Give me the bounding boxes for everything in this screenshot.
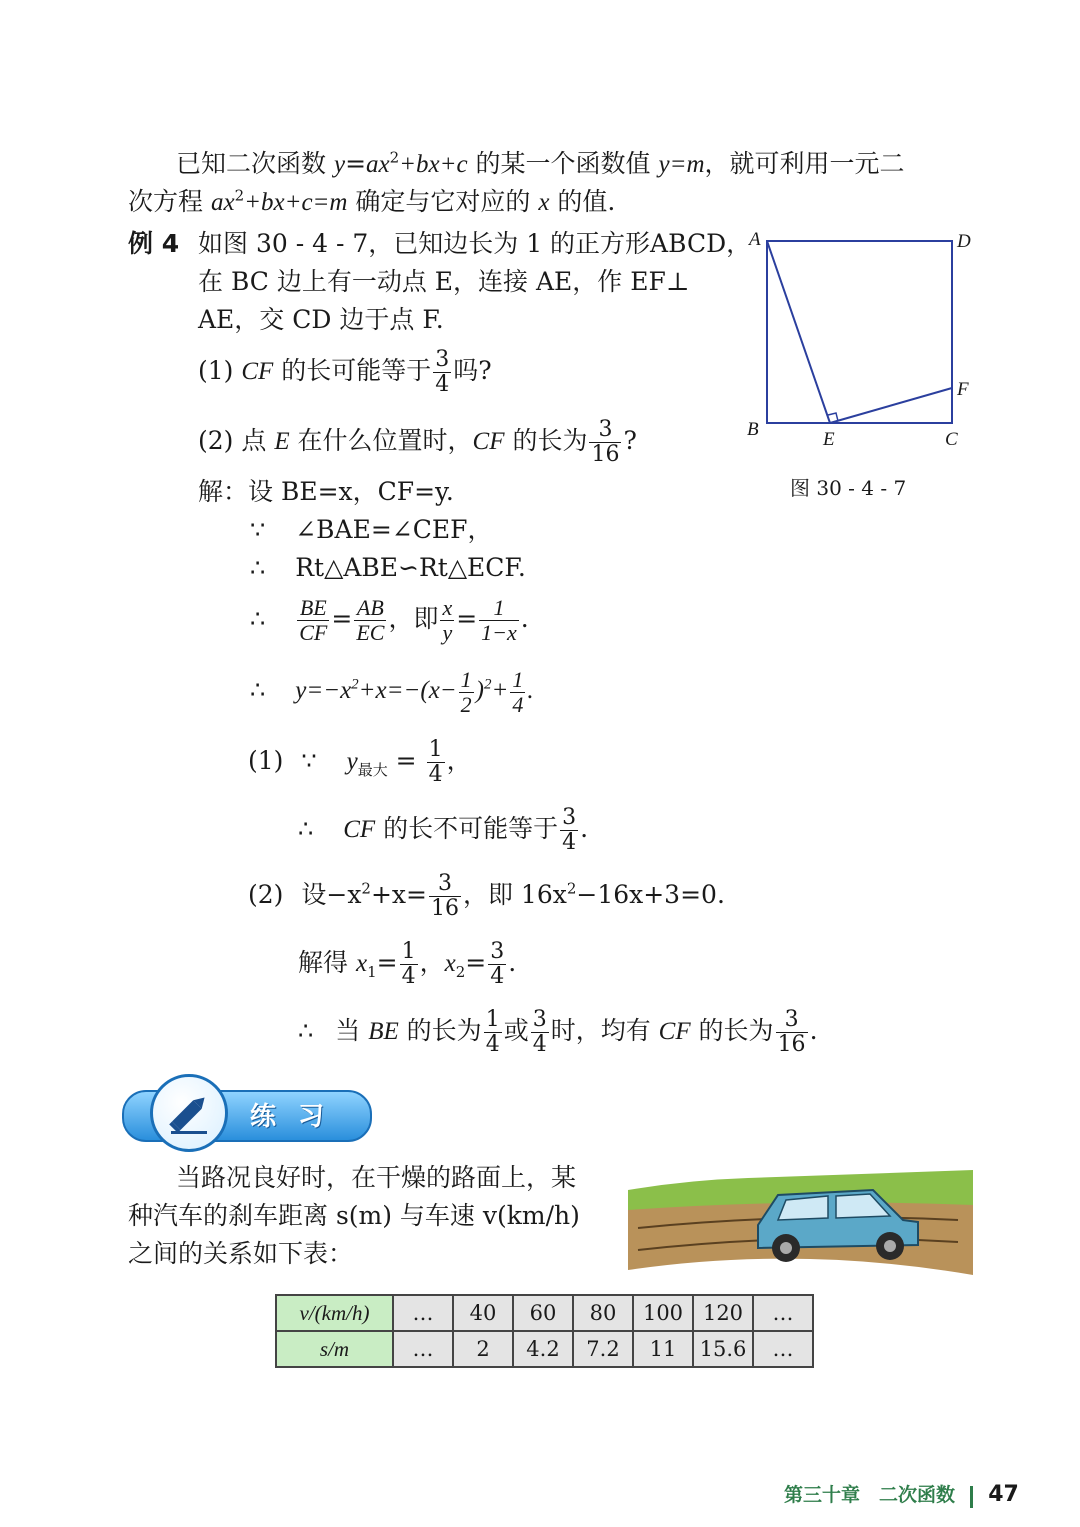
- math-term: ax: [366, 151, 390, 178]
- numerator: x: [442, 595, 453, 620]
- label-e: E: [823, 429, 835, 450]
- q-text: 的长可能等于: [273, 356, 432, 385]
- math-term: ax: [210, 189, 235, 216]
- q-text: 吗?: [453, 356, 492, 385]
- math-exp: 2: [566, 879, 577, 898]
- math-exp: 2: [361, 879, 371, 898]
- math-exp: 2: [351, 676, 359, 693]
- numerator: AB: [354, 596, 386, 621]
- table-cell: 100: [633, 1295, 693, 1331]
- ratio-equation: [295, 595, 529, 645]
- math-text: ，即 16x: [462, 880, 567, 909]
- intro-text: ，就可利用一元二: [704, 149, 905, 178]
- label-f: F: [957, 379, 969, 400]
- label-b: B: [747, 419, 759, 440]
- denominator: 4: [512, 692, 524, 717]
- denominator: 4: [485, 1032, 500, 1057]
- math-text: 的长为: [690, 1016, 774, 1045]
- part-1-line-2: [298, 806, 588, 855]
- denominator: 4: [532, 1032, 547, 1057]
- intro-text: 确定与它对应的: [347, 187, 539, 216]
- math-var: E: [274, 428, 290, 455]
- table-cell: …: [753, 1295, 813, 1331]
- numerator: 3: [532, 1007, 547, 1032]
- therefore-symbol: ∴: [298, 1017, 314, 1045]
- math-var: CF: [658, 1018, 691, 1045]
- denominator: 4: [435, 372, 450, 397]
- example-line-2: 在 BC 边上有一动点 E，连接 AE，作 EF⊥: [198, 267, 690, 296]
- fraction: [531, 1008, 549, 1057]
- exercise-line-1: 当路况良好时，在干燥的路面上，某: [176, 1163, 577, 1192]
- q-label: (2) 点: [198, 426, 275, 455]
- intro-text: 的值.: [549, 187, 616, 216]
- numerator: 3: [589, 418, 621, 443]
- table-cell: 11: [633, 1331, 693, 1367]
- numerator: 1: [479, 596, 519, 621]
- math-term: +bx+c=m: [244, 189, 348, 216]
- fraction: [433, 348, 451, 397]
- math-sub: 1: [367, 963, 377, 981]
- math-term: .: [527, 677, 534, 705]
- fraction: [479, 596, 519, 645]
- speed-distance-table: [275, 1294, 814, 1368]
- fraction: [488, 940, 506, 989]
- denominator: 4: [428, 762, 443, 787]
- q-text: 的长为: [504, 426, 588, 455]
- math-text: .: [520, 604, 529, 633]
- denominator: 16: [591, 442, 620, 467]
- numerator: 3: [429, 872, 461, 897]
- table-cell: …: [393, 1295, 453, 1331]
- because-symbol: ∵: [301, 747, 317, 775]
- similarity-statement: Rt△ABE∽Rt△ECF.: [295, 553, 526, 582]
- denominator: 4: [490, 964, 505, 989]
- intro-text: 的某一个函数值: [467, 149, 659, 178]
- intro-text: 已知二次函数: [176, 149, 334, 178]
- therefore-symbol: ∴: [298, 815, 314, 843]
- pencil-icon: [153, 1077, 225, 1149]
- part-1-line-1: [248, 738, 472, 787]
- math-var: y: [346, 748, 358, 775]
- footer-divider: [970, 1486, 973, 1508]
- math-text: 设−x: [301, 880, 362, 909]
- denominator: 4: [401, 964, 416, 989]
- fraction: [510, 668, 525, 717]
- math-text: ，: [419, 948, 445, 977]
- numerator: 3: [562, 805, 577, 830]
- math-var: x: [444, 950, 456, 977]
- math-text: 解得: [298, 948, 356, 977]
- table-row: [276, 1331, 813, 1367]
- therefore-line-2: [250, 596, 529, 645]
- denominator: CF: [299, 620, 328, 645]
- denominator: 4: [562, 830, 577, 855]
- math-eq: =: [465, 948, 487, 977]
- math-text: 的长为: [398, 1016, 482, 1045]
- part-label: (1): [248, 746, 284, 775]
- math-exp: 2: [484, 676, 492, 693]
- math-var: CF: [343, 816, 376, 843]
- numerator: BE: [297, 596, 329, 621]
- fraction: [440, 596, 454, 645]
- vertex-form-equation: [295, 667, 534, 717]
- denominator: 1−x: [481, 620, 517, 645]
- numerator: 3: [490, 939, 505, 964]
- solution-start: 解：设 BE=x，CF=y.: [198, 477, 454, 506]
- math-text: .: [809, 1016, 818, 1045]
- row-header-s: s/m: [276, 1331, 393, 1367]
- table-cell: 7.2: [573, 1331, 633, 1367]
- intro-line-1: [176, 146, 905, 183]
- math-term: y=m: [658, 151, 705, 178]
- math-var: BE: [368, 1018, 399, 1045]
- table-cell: 4.2: [513, 1331, 573, 1367]
- figure-caption: 图 30 - 4 - 7: [790, 476, 907, 500]
- table-cell: 60: [513, 1295, 573, 1331]
- example-line-3: AE，交 CD 边于点 F.: [198, 305, 444, 334]
- math-term: y=−x: [295, 677, 352, 705]
- math-eq: =: [345, 149, 367, 178]
- because-symbol: ∵: [250, 516, 266, 544]
- part-2-conclusion: [298, 1008, 818, 1057]
- math-eq: =: [387, 746, 425, 775]
- math-text: ，即: [388, 604, 439, 633]
- numerator: 1: [485, 1007, 500, 1032]
- math-var: CF: [472, 428, 505, 455]
- math-sub: 最大: [357, 761, 388, 779]
- numerator: 1: [401, 939, 416, 964]
- therefore-symbol: ∴: [250, 676, 266, 705]
- label-d: D: [957, 231, 971, 252]
- exercise-line-3: 之间的关系如下表：: [128, 1239, 354, 1268]
- table-cell: 2: [453, 1331, 513, 1367]
- numerator: 1: [428, 737, 443, 762]
- page-footer: [784, 1480, 1019, 1508]
- fraction: [484, 1008, 502, 1057]
- math-var: y: [333, 151, 346, 178]
- math-exp: 2: [389, 148, 400, 167]
- fraction: [354, 596, 386, 645]
- geometry-figure: [735, 225, 995, 475]
- question-1: [198, 348, 492, 397]
- denominator: 16: [777, 1032, 806, 1057]
- math-text: .: [508, 948, 517, 977]
- numerator: 3: [435, 347, 450, 372]
- therefore-symbol: ∴: [250, 605, 266, 633]
- intro-text: 次方程: [128, 187, 211, 216]
- table-cell: 120: [693, 1295, 753, 1331]
- math-text: 当: [335, 1016, 369, 1045]
- therefore-symbol: ∴: [250, 554, 266, 582]
- numerator: 3: [776, 1008, 808, 1033]
- page-number: 47: [988, 1482, 1019, 1507]
- table-cell: 80: [573, 1295, 633, 1331]
- fraction: [560, 806, 578, 855]
- angle-equation: ∠BAE=∠CEF，: [295, 515, 493, 544]
- math-text: 的长不可能等于: [375, 814, 559, 843]
- math-term: +: [491, 677, 509, 705]
- math-text: .: [580, 814, 589, 843]
- question-2: [198, 418, 637, 467]
- math-term: +x=−(x−: [358, 677, 457, 705]
- therefore-line-1: [250, 550, 526, 586]
- table-cell: …: [393, 1331, 453, 1367]
- exercise-badge: [150, 1074, 228, 1152]
- numerator: 1: [512, 667, 524, 692]
- math-var: x: [355, 950, 368, 977]
- math-text: ，: [446, 746, 472, 775]
- part-2-line-1: [248, 872, 725, 921]
- fraction: [400, 940, 418, 989]
- row-header-v: v/(km/h): [276, 1295, 393, 1331]
- example-label: 例 4: [128, 229, 180, 258]
- q-label: (1): [198, 356, 242, 385]
- math-eq: =: [456, 604, 478, 633]
- table-cell: 40: [453, 1295, 513, 1331]
- segment-ae: [767, 241, 830, 423]
- denominator: 2: [460, 692, 472, 717]
- denominator: y: [442, 620, 453, 645]
- part-label: (2): [248, 880, 284, 909]
- label-c: C: [945, 429, 958, 450]
- intro-line-2: [128, 184, 615, 221]
- fraction: [459, 668, 474, 717]
- therefore-line-3: [250, 668, 534, 717]
- label-a: A: [749, 229, 761, 250]
- denominator: EC: [356, 620, 385, 645]
- example-line-1: 如图 30 - 4 - 7，已知边长为 1 的正方形ABCD，: [198, 229, 752, 258]
- table-cell: …: [753, 1331, 813, 1367]
- math-text: −16x+3=0.: [576, 880, 725, 909]
- fraction: [297, 596, 329, 645]
- denominator: 16: [430, 896, 459, 921]
- fraction: [589, 418, 621, 467]
- table-cell: 15.6: [693, 1331, 753, 1367]
- because-line: [250, 512, 492, 548]
- math-eq: =: [331, 604, 353, 633]
- math-var: CF: [241, 358, 274, 385]
- numerator: 1: [460, 667, 472, 692]
- part-2-line-2: [298, 940, 516, 989]
- math-term: ): [475, 677, 484, 705]
- exercise-title: 练习: [250, 1102, 347, 1132]
- math-text: +x=: [370, 880, 427, 909]
- segment-ef: [830, 388, 952, 423]
- math-var: x: [538, 189, 550, 216]
- chapter-title: 第三十章 二次函数: [784, 1484, 956, 1506]
- car-illustration: [628, 1150, 973, 1280]
- fraction: [776, 1008, 808, 1057]
- math-text: 或: [503, 1016, 529, 1045]
- table-row: [276, 1295, 813, 1331]
- math-sub: 2: [455, 963, 466, 981]
- fraction: [429, 872, 461, 921]
- exercise-line-2: 种汽车的刹车距离 s(m) 与车速 v(km/h): [128, 1201, 580, 1230]
- q-text: 在什么位置时，: [289, 426, 473, 455]
- math-exp: 2: [234, 186, 245, 205]
- math-term: +bx+c: [399, 151, 468, 178]
- q-text: ?: [623, 426, 637, 455]
- math-text: 时，均有: [550, 1016, 659, 1045]
- math-eq: =: [376, 948, 398, 977]
- fraction: [427, 738, 445, 787]
